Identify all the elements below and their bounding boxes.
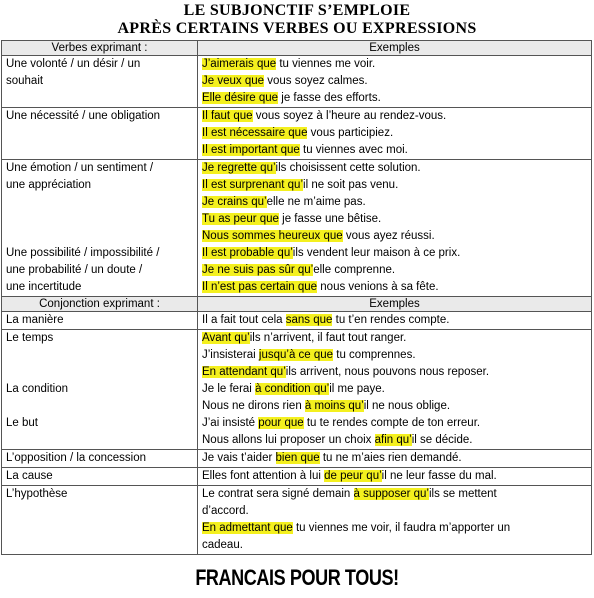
table-row bbox=[2, 330, 592, 450]
example-line: En admettant que tu viennes me voir, il faudra m’apporter un bbox=[202, 522, 511, 534]
row-examples bbox=[198, 56, 592, 108]
table-row bbox=[2, 312, 592, 330]
row-label: Une volonté / un désir / un souhait bbox=[2, 56, 198, 108]
example-line: Avant qu’ils n’arrivent, il faut tout ranger. bbox=[202, 332, 407, 344]
table-row bbox=[2, 108, 592, 160]
example-line: Il n’est pas certain que nous venions à sa fête. bbox=[202, 281, 439, 293]
example-line: Le contrat sera signé demain à supposer qu’ils se mettent bbox=[202, 488, 497, 500]
example-line: Nous allons lui proposer un choix afin qu’il se décide. bbox=[202, 434, 473, 446]
example-line: Je regrette qu’ils choisissent cette solution. bbox=[202, 162, 421, 174]
example-line: Je vais t’aider bien que tu ne m’aies rien demandé. bbox=[202, 452, 462, 464]
example-line: J’insisterai jusqu’à ce que tu comprennes. bbox=[202, 349, 416, 361]
col2-header: Exemples bbox=[198, 41, 592, 56]
example-line: d’accord. bbox=[202, 505, 249, 517]
example-line: Tu as peur que je fasse une bêtise. bbox=[202, 213, 382, 225]
example-line: Il faut que vous soyez à l’heure au rendez-vous. bbox=[202, 110, 447, 122]
row-examples bbox=[198, 486, 592, 555]
row-label: La cause bbox=[2, 468, 198, 486]
col2-header: Exemples bbox=[198, 297, 592, 312]
example-line: Je le ferai à condition qu’il me paye. bbox=[202, 383, 385, 395]
row-label: La manière bbox=[2, 312, 198, 330]
example-line: cadeau. bbox=[202, 539, 243, 551]
title-line-2: APRÈS CERTAINS VERBES OU EXPRESSIONS bbox=[117, 20, 477, 37]
example-line: Il est probable qu’ils vendent leur maison à ce prix. bbox=[202, 247, 461, 259]
example-line: Je veux que vous soyez calmes. bbox=[202, 75, 368, 87]
example-line: Nous ne dirons rien à moins qu’il ne nous oblige. bbox=[202, 400, 451, 412]
row-examples bbox=[198, 468, 592, 486]
example-line: Je crains qu’elle ne m’aime pas. bbox=[202, 196, 366, 208]
row-label: Une nécessité / une obligation bbox=[2, 108, 198, 160]
table-row bbox=[2, 56, 592, 108]
col1-header: Conjonction exprimant : bbox=[2, 297, 198, 312]
table-row bbox=[2, 450, 592, 468]
row-examples bbox=[198, 450, 592, 468]
col1-header: Verbes exprimant : bbox=[2, 41, 198, 56]
section2-header-row bbox=[2, 297, 592, 312]
example-line: Il a fait tout cela sans que tu t’en rendes compte. bbox=[202, 314, 450, 326]
table-row bbox=[2, 160, 592, 297]
example-line: Nous sommes heureux que vous ayez réussi. bbox=[202, 230, 435, 242]
row-examples bbox=[198, 312, 592, 330]
row-examples bbox=[198, 160, 592, 297]
example-line: Elles font attention à lui de peur qu’il ne leur fasse du mal. bbox=[202, 470, 497, 482]
example-line: Il est surprenant qu’il ne soit pas venu. bbox=[202, 179, 399, 191]
example-line: En attendant qu’ils arrivent, nous pouvons nous reposer. bbox=[202, 366, 490, 378]
row-examples bbox=[198, 330, 592, 450]
row-examples bbox=[198, 108, 592, 160]
row-label: L’opposition / la concession bbox=[2, 450, 198, 468]
example-line: Il est important que tu viennes avec moi. bbox=[202, 144, 408, 156]
row-label: Le temps La condition Le but bbox=[2, 330, 198, 450]
section1-header-row bbox=[2, 41, 592, 56]
example-line: Il est nécessaire que vous participiez. bbox=[202, 127, 394, 139]
subjunctive-table bbox=[1, 40, 592, 555]
table-row bbox=[2, 486, 592, 555]
example-line: J’aimerais que tu viennes me voir. bbox=[202, 58, 376, 70]
footer-banner: FRANCAIS POUR TOUS! bbox=[195, 565, 399, 590]
table-row bbox=[2, 468, 592, 486]
row-label: Une émotion / un sentiment / une appréciation Une possibilité / impossibilité / une probabilité / un doute / une incertitude bbox=[2, 160, 198, 297]
row-label: L’hypothèse bbox=[2, 486, 198, 555]
title-line-1: LE SUBJONCTIF S’EMPLOIE bbox=[183, 2, 411, 19]
example-line: Je ne suis pas sûr qu’elle comprenne. bbox=[202, 264, 396, 276]
example-line: Elle désire que je fasse des efforts. bbox=[202, 92, 381, 104]
example-line: J’ai insisté pour que tu te rendes compte de ton erreur. bbox=[202, 417, 481, 429]
